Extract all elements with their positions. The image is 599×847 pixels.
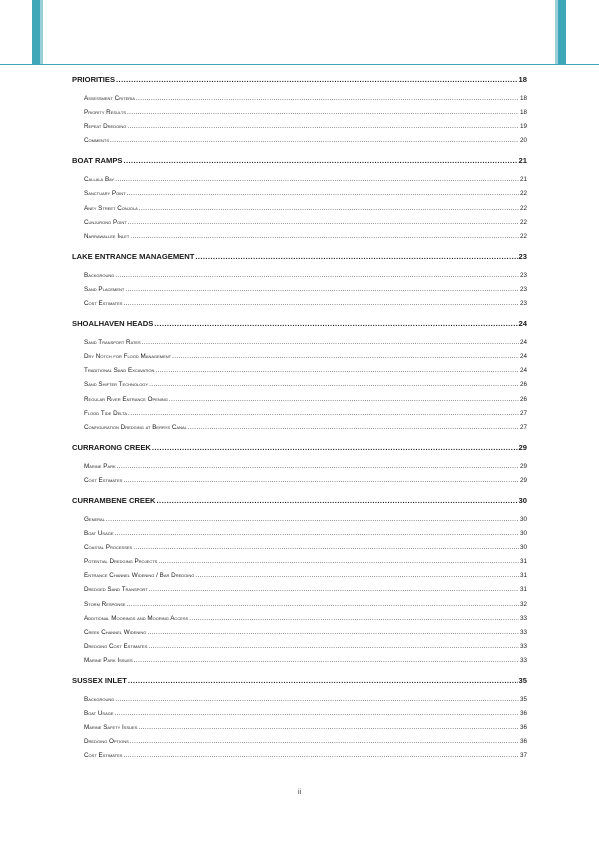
toc-section-heading[interactable] — [72, 674, 527, 688]
toc-section-title: SUSSEX INLET — [72, 676, 127, 685]
toc-entry-label: Potential Dredging Projects — [84, 558, 158, 566]
toc-entry-label: Configuration Dredging at Berrys Canal — [84, 423, 187, 431]
toc-entry-page: 20 — [519, 137, 527, 145]
toc-leader-dots — [115, 693, 519, 707]
toc-section-title: BOAT RAMPS — [72, 156, 123, 166]
toc-entry-label: Dry Notch for Flood Management — [84, 353, 172, 361]
toc-leader-dots — [115, 707, 519, 721]
toc-section-title: CURRAMBENE CREEK — [72, 495, 156, 505]
toc-leader-dots — [125, 283, 519, 297]
toc-entry[interactable] — [72, 654, 527, 668]
toc-leader-dots — [148, 640, 519, 654]
toc-section-title: PRIORITIES — [72, 75, 116, 84]
toc-entry[interactable] — [72, 173, 527, 187]
toc-entry[interactable] — [72, 134, 527, 148]
toc-leader-dots — [147, 626, 519, 640]
toc-entry-page: 36 — [519, 738, 527, 746]
toc-entry-label: Priority Results — [84, 109, 126, 117]
toc-leader-dots — [115, 527, 519, 541]
toc-entry-page: 29 — [519, 476, 527, 484]
toc-leader-dots — [128, 407, 519, 421]
table-of-contents — [72, 73, 527, 763]
toc-entry-label: Assessment Criteria — [84, 95, 135, 102]
toc-entry[interactable] — [72, 541, 527, 555]
toc-leader-dots — [117, 460, 519, 474]
toc-entry-label: Sand Shifter Technology — [84, 381, 149, 389]
toc-entry-page: 22 — [519, 204, 527, 212]
toc-leader-dots — [123, 474, 519, 488]
toc-entry[interactable] — [72, 721, 527, 735]
toc-entry[interactable] — [72, 474, 527, 488]
toc-section-heading[interactable] — [72, 73, 527, 87]
toc-leader-dots — [195, 569, 519, 583]
toc-entry-label: Cost Estimates — [84, 752, 123, 760]
toc-leader-dots — [127, 120, 519, 134]
toc-leader-dots — [169, 393, 519, 407]
toc-entry-label: Traditional Sand Excavation — [84, 367, 155, 375]
toc-entry-page: 26 — [519, 381, 527, 389]
toc-entry-label: Dredged Sand Transport — [84, 586, 148, 594]
toc-entry[interactable] — [72, 640, 527, 654]
toc-leader-dots — [123, 154, 517, 168]
toc-entry[interactable] — [72, 202, 527, 216]
toc-entry[interactable] — [72, 707, 527, 721]
toc-leader-dots — [152, 441, 518, 455]
toc-leader-dots — [154, 317, 517, 331]
toc-section-page: 23 — [518, 251, 527, 261]
toc-entry-page: 18 — [519, 109, 527, 117]
toc-entry-label: Creek Channel Widening — [84, 628, 147, 636]
header-accent-right — [558, 0, 566, 64]
toc-entry[interactable] — [72, 749, 527, 763]
toc-entry-label: Additional Moorings and Mooring Access — [84, 614, 189, 622]
toc-section-page: 30 — [518, 495, 527, 505]
toc-entry[interactable] — [72, 407, 527, 421]
toc-section-title: SHOALHAVEN HEADS — [72, 319, 154, 329]
toc-entry[interactable] — [72, 230, 527, 244]
toc-entry-page: 19 — [519, 123, 527, 131]
toc-leader-dots — [127, 106, 519, 120]
toc-leader-dots — [172, 350, 519, 364]
toc-leader-dots — [133, 541, 519, 555]
toc-entry-page: 27 — [519, 409, 527, 417]
toc-section-heading[interactable] — [72, 154, 527, 168]
toc-entry[interactable] — [72, 187, 527, 201]
toc-entry-label: Flood Tide Delta — [84, 409, 128, 417]
toc-leader-dots — [127, 598, 519, 612]
toc-leader-dots — [115, 173, 519, 187]
toc-entry-page: 24 — [519, 353, 527, 361]
toc-entry[interactable] — [72, 216, 527, 230]
toc-leader-dots — [149, 378, 519, 392]
toc-entry-label: Marine Park — [84, 462, 116, 470]
toc-entry-page: 22 — [519, 218, 527, 226]
toc-leader-dots — [123, 297, 519, 311]
toc-leader-dots — [128, 216, 519, 230]
toc-entry-page: 22 — [519, 232, 527, 240]
toc-entry[interactable] — [72, 513, 527, 527]
toc-entry[interactable] — [72, 393, 527, 407]
toc-entry-page: 32 — [519, 600, 527, 608]
toc-entry-label: Cost Estimates — [84, 300, 123, 308]
toc-entry-label: Cunjurong Point — [84, 218, 127, 226]
toc-leader-dots — [139, 202, 519, 216]
toc-leader-dots — [142, 336, 519, 350]
toc-leader-dots — [188, 421, 519, 435]
toc-entry-label: Background — [84, 271, 115, 279]
toc-entry-label: Cost Estimates — [84, 476, 123, 484]
toc-entry-label: Storm Response — [84, 600, 126, 608]
toc-leader-dots — [189, 612, 519, 626]
header-rule — [0, 64, 599, 65]
toc-entry[interactable] — [72, 364, 527, 378]
toc-leader-dots — [157, 494, 518, 508]
toc-leader-dots — [158, 555, 519, 569]
toc-entry-page: 27 — [519, 423, 527, 431]
toc-entry-page: 26 — [519, 395, 527, 403]
toc-entry[interactable] — [72, 569, 527, 583]
toc-entry-page: 30 — [519, 544, 527, 552]
toc-entry-label: Marine Park Issues — [84, 656, 133, 664]
toc-entry-label: Marine Safety Issues — [84, 724, 138, 732]
toc-entry-label: Regular River Entrance Opening — [84, 395, 168, 403]
toc-entry-label: Comments — [84, 137, 109, 145]
toc-leader-dots — [130, 230, 519, 244]
toc-entry-label: General — [84, 515, 105, 523]
toc-section-heading[interactable] — [72, 317, 527, 331]
toc-entry-page: 22 — [519, 190, 527, 198]
toc-entry-label: Entrance Channel Widening / Bar Dredging — [84, 572, 195, 580]
toc-entry-page: 31 — [519, 586, 527, 594]
toc-entry-label: Background — [84, 696, 115, 703]
toc-section-heading[interactable] — [72, 441, 527, 455]
toc-entry-page: 33 — [519, 642, 527, 650]
toc-section-title: LAKE ENTRANCE MANAGEMENT — [72, 251, 195, 261]
toc-section-heading[interactable] — [72, 250, 527, 264]
toc-leader-dots — [128, 674, 518, 688]
toc-entry-label: Boat Usage — [84, 710, 114, 718]
toc-entry-label: Dredging Cost Estimates — [84, 642, 148, 650]
toc-section-page: 29 — [518, 442, 527, 452]
toc-entry-page: 30 — [519, 530, 527, 538]
toc-entry-page: 30 — [519, 515, 527, 523]
toc-entry[interactable] — [72, 283, 527, 297]
toc-section-page: 24 — [518, 319, 527, 329]
toc-entry-page: 33 — [519, 656, 527, 664]
toc-entry[interactable] — [72, 106, 527, 120]
toc-entry-label: Coastal Processes — [84, 544, 133, 552]
toc-entry-page: 24 — [519, 367, 527, 375]
toc-entry-page: 18 — [519, 95, 527, 102]
toc-entry[interactable] — [72, 583, 527, 597]
toc-entry-label: Aney Street Conjola — [84, 204, 138, 212]
toc-entry[interactable] — [72, 735, 527, 749]
toc-entry[interactable] — [72, 555, 527, 569]
toc-section-heading[interactable] — [72, 494, 527, 508]
toc-leader-dots — [110, 134, 519, 148]
toc-entry-page: 36 — [519, 724, 527, 732]
toc-entry[interactable] — [72, 693, 527, 707]
toc-entry[interactable] — [72, 350, 527, 364]
toc-entry-page: 29 — [519, 462, 527, 470]
toc-leader-dots — [149, 583, 519, 597]
toc-entry[interactable] — [72, 626, 527, 640]
toc-section-page: 21 — [518, 156, 527, 166]
toc-entry[interactable] — [72, 612, 527, 626]
toc-section-page: 18 — [518, 75, 527, 84]
toc-entry[interactable] — [72, 269, 527, 283]
toc-leader-dots — [134, 654, 519, 668]
toc-entry-label: Boat Usage — [84, 530, 114, 538]
toc-entry[interactable] — [72, 336, 527, 350]
toc-entry-page: 23 — [519, 271, 527, 279]
toc-entry-label: Sanctuary Point — [84, 190, 126, 198]
toc-entry[interactable] — [72, 120, 527, 134]
toc-entry[interactable] — [72, 92, 527, 106]
toc-section-title: CURRARONG CREEK — [72, 442, 151, 452]
page-number: ii — [297, 789, 302, 796]
toc-entry[interactable] — [72, 297, 527, 311]
toc-leader-dots — [155, 364, 519, 378]
toc-entry-page: 36 — [519, 710, 527, 718]
toc-entry[interactable] — [72, 598, 527, 612]
toc-entry-label: Dredging Options — [84, 738, 129, 746]
toc-entry-page: 31 — [519, 558, 527, 566]
toc-entry-page: 23 — [519, 285, 527, 293]
toc-entry-page: 37 — [519, 752, 527, 760]
toc-leader-dots — [123, 749, 519, 763]
toc-leader-dots — [136, 92, 519, 106]
toc-leader-dots — [127, 187, 519, 201]
toc-entry-label: Callala Bay — [84, 176, 115, 184]
toc-leader-dots — [195, 250, 517, 264]
toc-entry-page: 35 — [519, 696, 527, 703]
toc-entry-page: 31 — [519, 572, 527, 580]
toc-entry-page: 33 — [519, 628, 527, 636]
toc-entry-label: Sand Placement — [84, 285, 125, 293]
toc-entry-label: Sand Transport Rates — [84, 339, 141, 347]
toc-entry[interactable] — [72, 378, 527, 392]
header-accent-left — [32, 0, 40, 64]
toc-entry[interactable] — [72, 460, 527, 474]
toc-entry-page: 21 — [519, 176, 527, 184]
toc-entry-label: Narrawallee Inlet — [84, 232, 130, 240]
toc-leader-dots — [115, 269, 519, 283]
toc-leader-dots — [130, 735, 519, 749]
toc-entry[interactable] — [72, 421, 527, 435]
toc-leader-dots — [106, 513, 519, 527]
toc-entry-page: 23 — [519, 300, 527, 308]
toc-entry[interactable] — [72, 527, 527, 541]
toc-entry-page: 24 — [519, 339, 527, 347]
toc-leader-dots — [138, 721, 519, 735]
header-accent-left-shade — [40, 0, 43, 64]
toc-entry-label: Repeat Dredging — [84, 123, 127, 131]
toc-leader-dots — [116, 73, 518, 87]
toc-section-page: 35 — [518, 676, 527, 685]
toc-entry-page: 33 — [519, 614, 527, 622]
